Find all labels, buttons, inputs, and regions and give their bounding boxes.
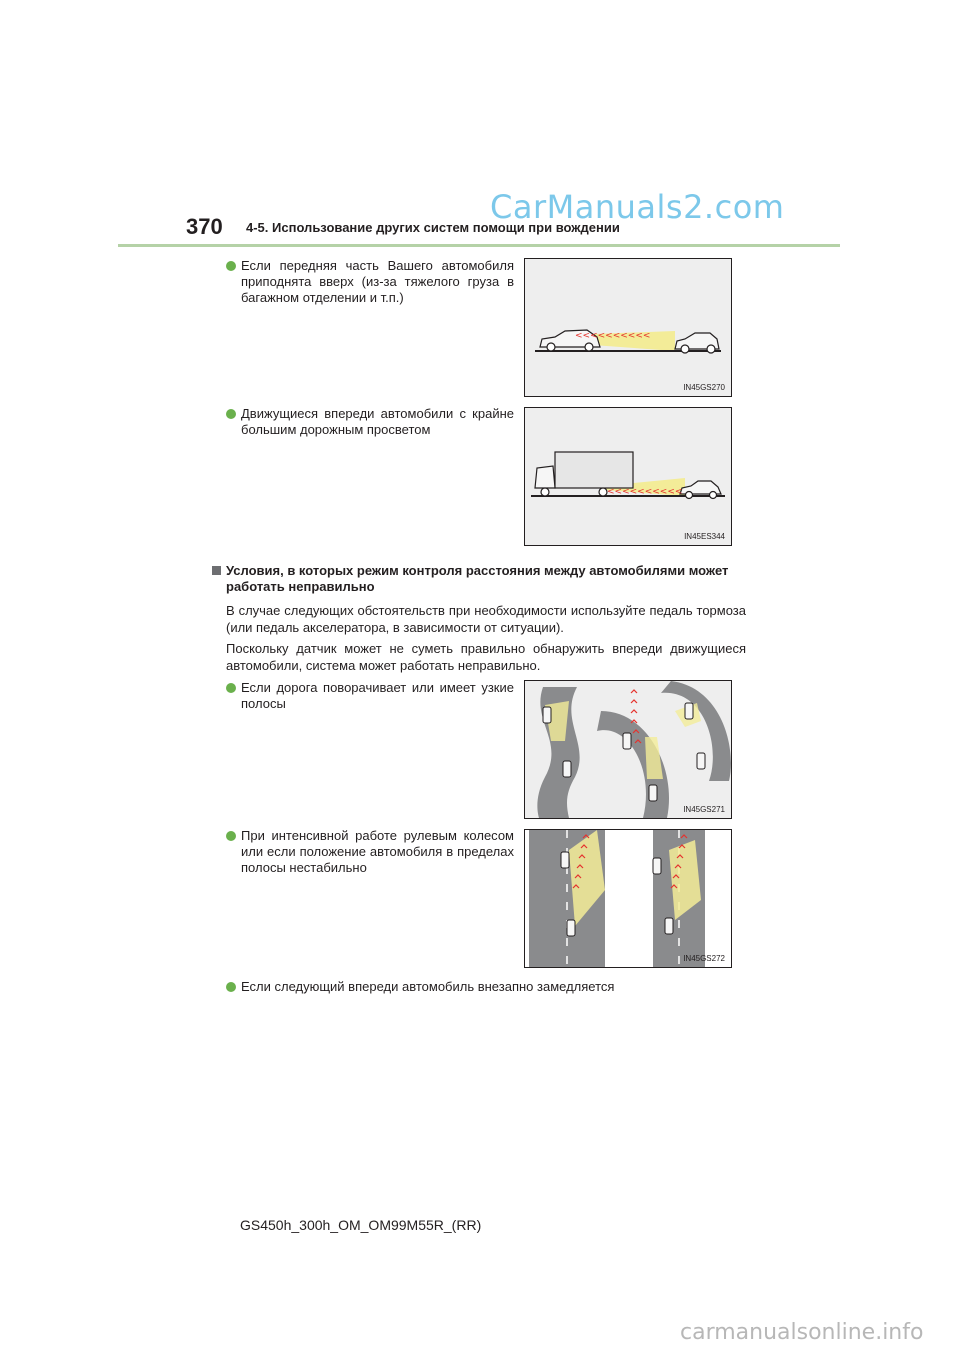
- bullet-item-curved-road: [226, 680, 514, 712]
- header-divider: [118, 244, 840, 247]
- bullet-text: Движущиеся впереди автомобили с крайне большим дорожным просветом: [241, 406, 514, 437]
- bullet-item-raised-front: [226, 258, 514, 306]
- bullet-icon: [226, 982, 236, 992]
- figure-high-clearance: [524, 407, 732, 546]
- footer-watermark[interactable]: carmanualsonline.info: [680, 1320, 924, 1345]
- figure-code: IN45GS271: [683, 805, 725, 814]
- bullet-text: Если следующий впереди автомобиль внезапно замедляется: [241, 979, 615, 994]
- page-number: 370: [186, 214, 223, 239]
- section-heading-text: Условия, в которых режим контроля расстояния между автомобилями может работать неправильно: [226, 563, 729, 594]
- raised-front-illustration: [525, 259, 731, 396]
- figure-code: IN45ES344: [684, 532, 725, 541]
- figure-curved-road: [524, 680, 732, 819]
- watermark-logo[interactable]: CarManuals2.com: [490, 188, 785, 226]
- svg-text:<<<<<<<<<<: <<<<<<<<<<: [607, 487, 683, 497]
- bullet-item-sudden-braking: [226, 979, 746, 995]
- high-clearance-illustration: [525, 408, 731, 545]
- square-bullet-icon: [212, 566, 221, 575]
- svg-text:<<<<<<<<<<: <<<<<<<<<<: [575, 331, 651, 341]
- bullet-text: Если передняя часть Вашего автомобиля приподнята вверх (из-за тяжелого груза в багажном отделении и т.п.): [241, 258, 514, 305]
- figure-code: IN45GS272: [683, 954, 725, 963]
- section-heading: [212, 563, 746, 595]
- figure-steering: [524, 829, 732, 968]
- steering-illustration: [525, 830, 731, 967]
- bullet-icon: [226, 409, 236, 419]
- figure-raised-front: [524, 258, 732, 397]
- paragraph-1: В случае следующих обстоятельств при необходимости используйте педаль тормоза (или педаль акселератора, в зависимости от ситуации).: [226, 603, 746, 635]
- bullet-item-steering: [226, 828, 514, 876]
- paragraph-2: Поскольку датчик может не суметь правильно обнаружить впереди движущиеся автомобили, система может работать неправильно.: [226, 641, 746, 673]
- bullet-icon: [226, 683, 236, 693]
- bullet-text: Если дорога поворачивает или имеет узкие полосы: [241, 680, 514, 711]
- bullet-icon: [226, 831, 236, 841]
- bullet-icon: [226, 261, 236, 271]
- figure-code: IN45GS270: [683, 383, 725, 392]
- document-code: GS450h_300h_OM_OM99M55R_(RR): [240, 1217, 482, 1233]
- bullet-item-high-clearance: [226, 406, 514, 438]
- bullet-text: При интенсивной работе рулевым колесом или если положение автомобиля в пределах полосы нестабильно: [241, 828, 514, 875]
- section-title: 4-5. Использование других систем помощи при вождении: [246, 220, 620, 235]
- curved-road-illustration: [525, 681, 731, 818]
